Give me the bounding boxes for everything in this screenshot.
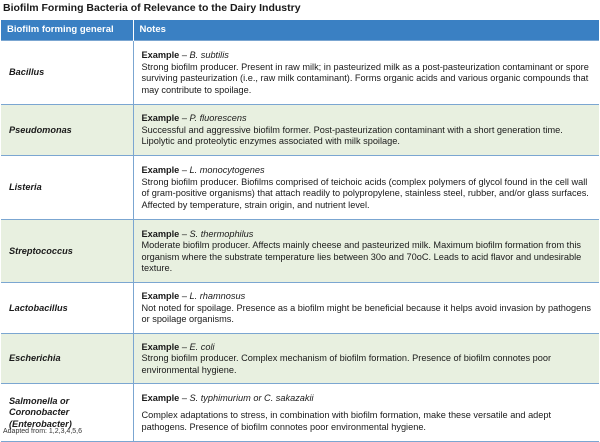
- example-organism: E. coli: [189, 341, 215, 352]
- notes-text: Strong biofilm producer. Present in raw milk; in pasteurized milk as a post-pasteurization contaminant or spore surviving pasteurization (i.e., raw milk contaminant). Forms organic acids and various organic compounds that may contribute to spoilage.: [141, 61, 589, 95]
- genus-line: (Enterobacter): [9, 418, 72, 429]
- example-label: Example: [141, 50, 180, 60]
- example-dash: –: [179, 228, 190, 239]
- example-organism: S. typhimurium or C. sakazakii: [189, 392, 314, 403]
- table-header-row: [1, 20, 599, 41]
- example-label: Example: [141, 228, 180, 239]
- header-notes: Notes: [133, 20, 599, 41]
- header-genus: Biofilm forming general: [1, 20, 133, 41]
- example-dash: –: [179, 291, 190, 302]
- notes-cell: [133, 156, 599, 220]
- notes-text: Moderate biofilm producer. Affects mainly cheese and pasteurized milk. Maximum biofilm formation from this organism where the substrate temperature lies between 30o and 70oC. Leads to acid flavor and undesirable texture.: [141, 240, 582, 273]
- table-row: [1, 384, 599, 442]
- genus-cell: Escherichia: [1, 334, 133, 384]
- table-row: [1, 220, 599, 283]
- table-row: [1, 334, 599, 384]
- example-label: Example: [141, 113, 180, 124]
- example-dash: –: [179, 341, 190, 352]
- genus-cell: Listeria: [1, 156, 133, 220]
- document-title: Biofilm Forming Bacteria of Relevance to the Dairy Industry: [3, 2, 301, 14]
- genus-line: Salmonella or: [9, 395, 70, 406]
- example-dash: –: [179, 113, 190, 124]
- table-row: [1, 283, 599, 334]
- table-row: [1, 156, 599, 220]
- example-dash: –: [179, 392, 190, 403]
- example-organism: B. subtilis: [189, 50, 229, 60]
- notes-cell: [133, 220, 599, 283]
- example-label: Example: [141, 392, 180, 403]
- notes-cell: [133, 105, 599, 156]
- table-row: [1, 41, 599, 105]
- notes-text: Strong biofilm producer. Biofilms comprised of teichoic acids (complex polymers of glycol found in the cell wall of gram-positive organisms) that attach readily to polypropylene, stainless steel, rubber, and/or glass surfaces. Affected by temperature, strain origin, and nutrient level.: [141, 176, 589, 210]
- notes-text: Successful and aggressive biofilm former. Post-pasteurization contaminant with a short generation time. Lipolytic and proteolytic enzymes associated with milk spoilage.: [141, 124, 563, 147]
- example-organism: L. monocytogenes: [189, 165, 265, 175]
- notes-cell: [133, 334, 599, 384]
- source-footnote: Adapted from: 1,2,3,4,5,6: [3, 428, 82, 435]
- notes-cell: [133, 283, 599, 334]
- table-row: [1, 105, 599, 156]
- biofilm-table: [1, 20, 599, 442]
- genus-cell: Bacillus: [1, 41, 133, 105]
- genus-line: Coronobacter: [9, 407, 70, 418]
- example-dash: –: [179, 50, 190, 60]
- notes-text: Not noted for spoilage. Presence as a biofilm might be beneficial because it helps avoid invasion by pathogens or spoilage organisms.: [141, 302, 591, 325]
- example-organism: L. rhamnosus: [189, 291, 246, 302]
- genus-cell: Pseudomonas: [1, 105, 133, 156]
- example-dash: –: [179, 165, 190, 175]
- notes-text: Complex adaptations to stress, in combination with biofilm formation, make these versatile and adept pathogens. Presence of biofilm connotes poor environmental hygiene.: [141, 410, 552, 432]
- notes-cell: [133, 384, 599, 442]
- genus-cell: Streptococcus: [1, 220, 133, 283]
- example-label: Example: [141, 291, 180, 302]
- notes-cell: [133, 41, 599, 105]
- notes-text: Strong biofilm producer. Complex mechanism of biofilm formation. Presence of biofilm connotes poor environmental hygiene.: [141, 353, 552, 375]
- genus-cell: Lactobacillus: [1, 283, 133, 334]
- example-organism: P. fluorescens: [189, 113, 247, 124]
- example-organism: S. thermophilus: [189, 228, 254, 239]
- example-label: Example: [141, 165, 180, 175]
- example-label: Example: [141, 341, 180, 352]
